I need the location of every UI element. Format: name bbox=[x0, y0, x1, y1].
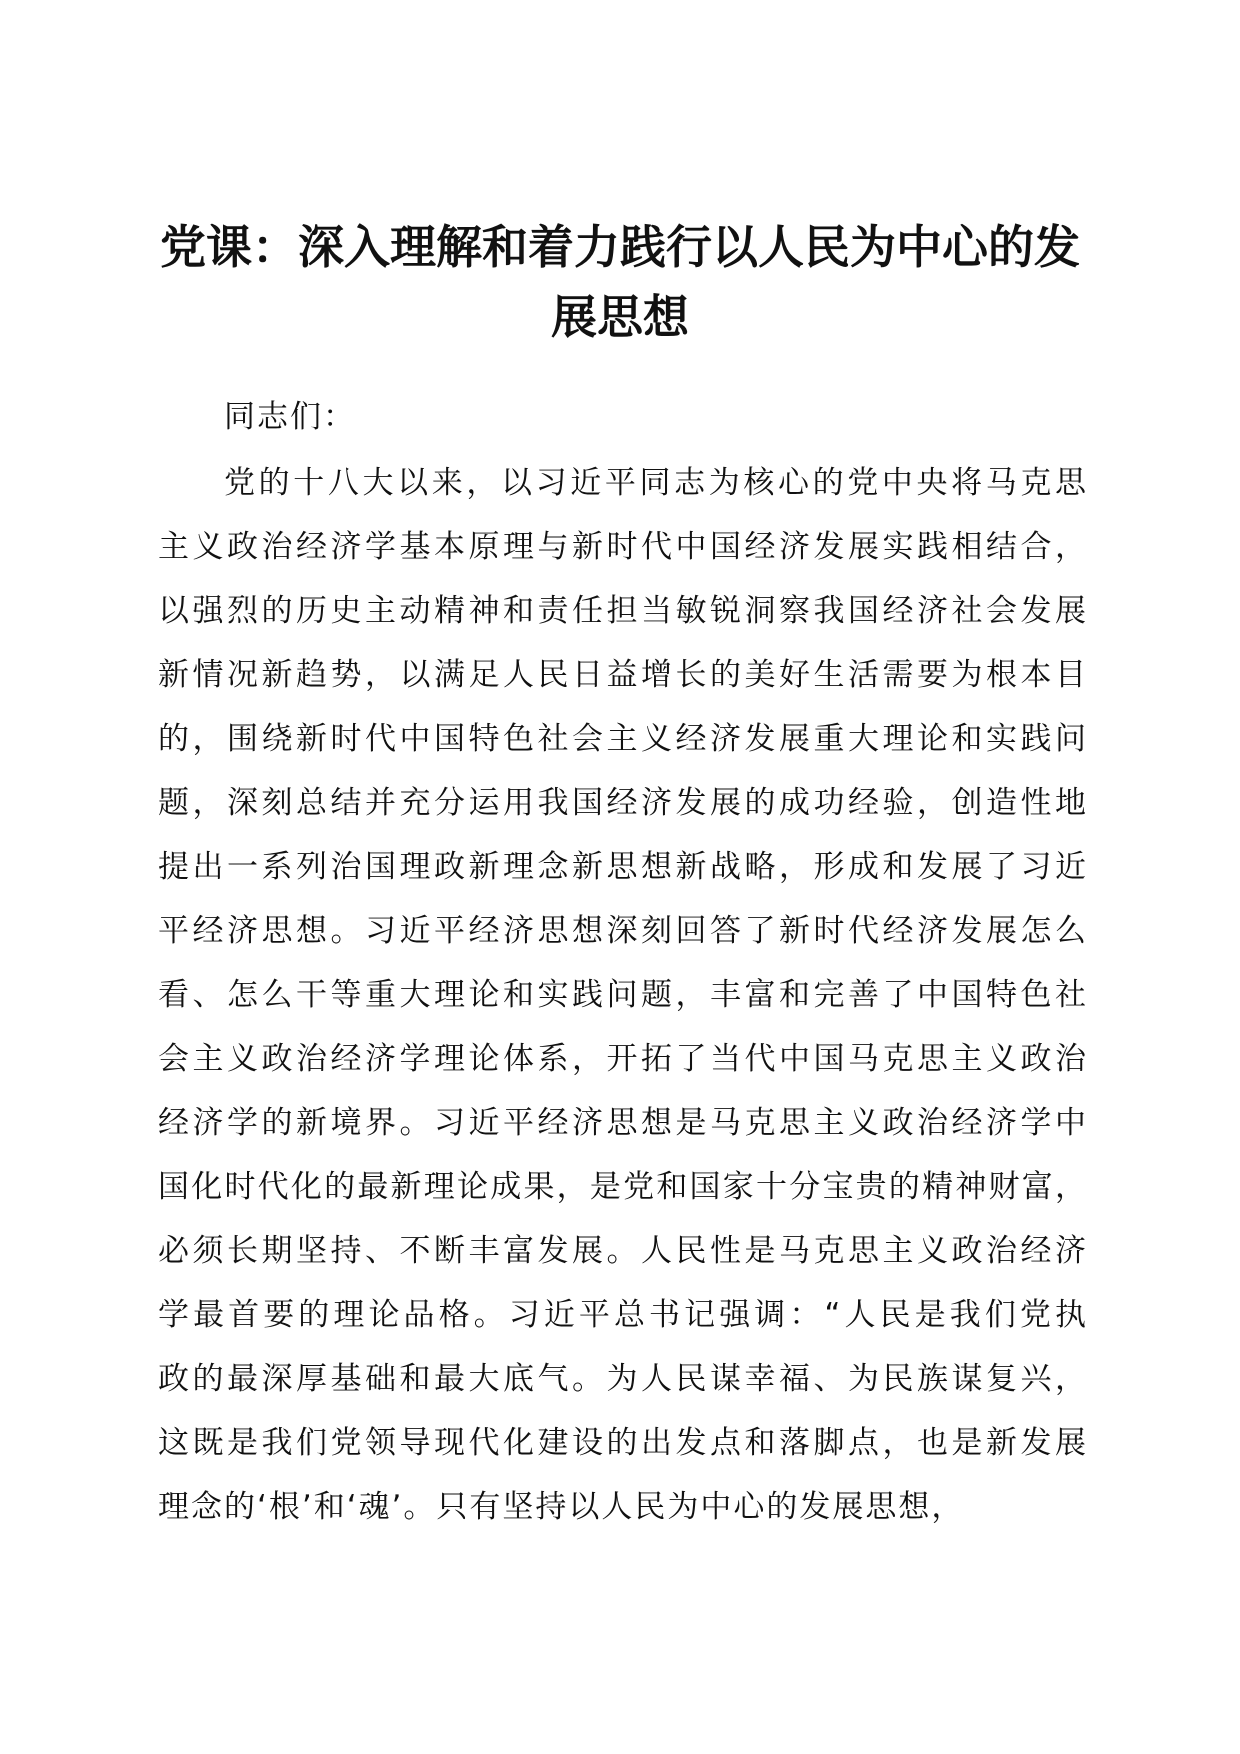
paragraph-line: 这既是我们党领导现代化建设的出发点和落脚点，也是新发展 bbox=[158, 1425, 1088, 1461]
paragraph-line: 政的最深厚基础和最大底气。为人民谋幸福、为民族谋复兴， bbox=[158, 1361, 1088, 1397]
paragraph-line: 经济学的新境界。习近平经济思想是马克思主义政治经济学中 bbox=[158, 1105, 1088, 1141]
paragraph-line: 必须长期坚持、不断丰富发展。人民性是马克思主义政治经济 bbox=[158, 1233, 1088, 1269]
paragraph-line: 提出一系列治国理政新理念新思想新战略，形成和发展了习近 bbox=[158, 849, 1088, 885]
greeting: 同志们： bbox=[224, 399, 356, 435]
paragraph-line: 的，围绕新时代中国特色社会主义经济发展重大理论和实践问 bbox=[158, 721, 1088, 757]
paragraph-line: 国化时代化的最新理论成果，是党和国家十分宝贵的精神财富， bbox=[158, 1169, 1088, 1205]
paragraph-line: 以强烈的历史主动精神和责任担当敏锐洞察我国经济社会发展 bbox=[158, 593, 1088, 629]
paragraph-line: 看、怎么干等重大理论和实践问题，丰富和完善了中国特色社 bbox=[158, 977, 1088, 1013]
paragraph-line: 新情况新趋势，以满足人民日益增长的美好生活需要为根本目 bbox=[158, 657, 1088, 693]
paragraph-line: 理念的‘根’和‘魂’。只有坚持以人民为中心的发展思想， bbox=[158, 1489, 965, 1525]
paragraph-line: 主义政治经济学基本原理与新时代中国经济发展实践相结合， bbox=[158, 529, 1088, 565]
paragraph-line: 会主义政治经济学理论体系，开拓了当代中国马克思主义政治 bbox=[158, 1041, 1088, 1077]
paragraph-line: 党的十八大以来，以习近平同志为核心的党中央将马克思 bbox=[224, 465, 1088, 501]
title-line-1: 党课：深入理解和着力践行以人民为中心的发 bbox=[160, 220, 1080, 274]
document-body bbox=[158, 385, 1088, 1539]
paragraph-line: 平经济思想。习近平经济思想深刻回答了新时代经济发展怎么 bbox=[158, 913, 1088, 949]
paragraph-line: 学最首要的理论品格。习近平总书记强调：“人民是我们党执 bbox=[158, 1297, 1088, 1333]
paragraph-line: 题，深刻总结并充分运用我国经济发展的成功经验，创造性地 bbox=[158, 785, 1088, 821]
document-title bbox=[150, 212, 1090, 352]
title-line-2: 展思想 bbox=[551, 290, 689, 344]
